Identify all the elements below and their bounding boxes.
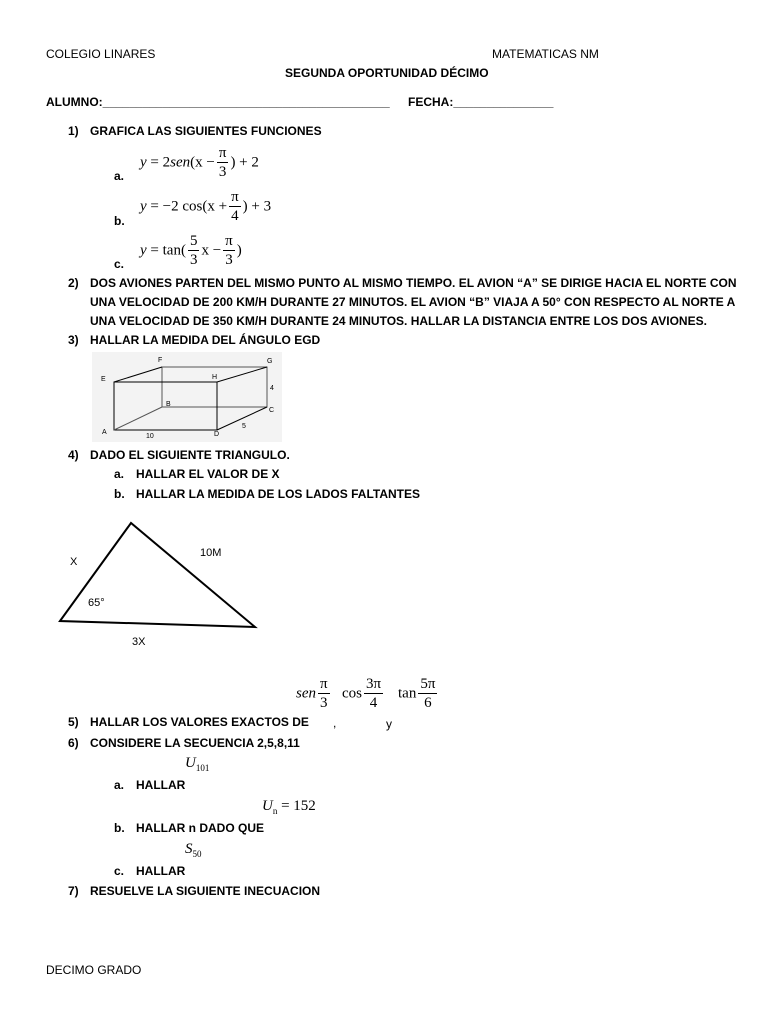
function-3: y = tan( $\frac{5}{3}$ x − $\frac{\pi}{3}$ ) <box>140 233 242 268</box>
q4-a-marker: a. <box>114 467 125 481</box>
triangle-angle: 65° <box>88 597 105 609</box>
q4-b-text: HALLAR LA MEDIDA DE LOS LADOS FALTANTES <box>136 487 420 501</box>
footer-text: DECIMO GRADO <box>46 963 142 977</box>
q6-number: 6) <box>68 736 79 750</box>
q3-text: HALLAR LA MEDIDA DEL ÁNGULO EGD <box>90 333 321 347</box>
sum-s50: $S_{50}$ <box>185 841 202 859</box>
term-un-equation: $U_n = 152$ <box>262 798 316 816</box>
q1-a-marker: a. <box>114 169 125 183</box>
q5-comma: , <box>333 716 337 730</box>
q2-line-1: DOS AVIONES PARTEN DEL MISMO PUNTO AL MISMO TIEMPO. EL AVION “A” SE DIRIGE HACIA EL NORTE CON <box>90 276 737 290</box>
label-c: C <box>269 407 275 414</box>
q5-and: y <box>386 717 392 731</box>
date-field: FECHA:_______________ <box>408 95 554 109</box>
triangle-side-hyp: 10M <box>200 547 222 559</box>
q2-line-3: UNA VELOCIDAD DE 350 KM/H DURANTE 24 MINUTOS. HALLAR LA DISTANCIA ENTRE LOS DOS AVIONES. <box>90 314 707 328</box>
triangle-side-x: X <box>70 556 78 568</box>
exact-value-tan: tan $\frac{5\pi}{6}$ <box>398 676 436 711</box>
label-f: F <box>158 357 163 364</box>
q7-number: 7) <box>68 884 79 898</box>
label-b: B <box>166 401 171 408</box>
triangle-side-base: 3X <box>132 636 146 648</box>
q1-c-marker: c. <box>114 257 125 271</box>
q1-b-marker: b. <box>114 214 125 228</box>
q6-b-marker: b. <box>114 821 125 835</box>
term-u101: $U_{101}$ <box>185 755 210 773</box>
label-d: D <box>214 431 220 438</box>
label-a: A <box>102 429 107 436</box>
function-1: y = 2sen(x − $\frac{\pi}{3}$ ) + 2 <box>140 145 259 180</box>
q6-c-text: HALLAR <box>136 864 186 878</box>
q6-text: CONSIDERE LA SECUENCIA 2,5,8,11 <box>90 736 300 750</box>
exact-value-sin: sen $\frac{\pi}{3}$ <box>296 676 328 711</box>
label-e: E <box>101 376 106 383</box>
subject-name: MATEMATICAS NM <box>492 47 599 61</box>
q6-a-marker: a. <box>114 778 125 792</box>
q1-text: GRAFICA LAS SIGUIENTES FUNCIONES <box>90 124 322 138</box>
q5-text: HALLAR LOS VALORES EXACTOS DE <box>90 715 309 729</box>
q4-number: 4) <box>68 448 79 462</box>
q4-a-text: HALLAR EL VALOR DE X <box>136 467 280 481</box>
q4-text: DADO EL SIGUIENTE TRIANGULO. <box>90 448 290 462</box>
q2-number: 2) <box>68 276 79 290</box>
q3-number: 3) <box>68 333 79 347</box>
q2-line-2: UNA VELOCIDAD DE 200 KM/H DURANTE 27 MINUTOS. EL AVION “B” VIAJA A 50° CON RESPECTO AL NORTE A <box>90 295 736 309</box>
school-name: COLEGIO LINARES <box>46 47 156 61</box>
label-height: 4 <box>270 385 274 392</box>
label-h: H <box>212 374 218 381</box>
q6-a-text: HALLAR <box>136 778 186 792</box>
q6-b-text: HALLAR n DADO QUE <box>136 821 264 835</box>
label-length: 10 <box>146 433 154 440</box>
student-field: ALUMNO:___________________________________________ <box>46 95 390 109</box>
page-title: SEGUNDA OPORTUNIDAD DÉCIMO <box>285 66 489 80</box>
function-2: y = −2 cos(x + $\frac{\pi}{4}$ ) + 3 <box>140 189 272 224</box>
triangle-figure <box>55 515 265 635</box>
q7-text: RESUELVE LA SIGUIENTE INECUACION <box>90 884 321 898</box>
q5-number: 5) <box>68 715 79 729</box>
label-g: G <box>267 358 273 365</box>
rectangular-prism-figure <box>92 352 282 442</box>
q6-c-marker: c. <box>114 864 125 878</box>
q4-b-marker: b. <box>114 487 125 501</box>
exact-value-cos: cos $\frac{3\pi}{4}$ <box>342 676 382 711</box>
label-width: 5 <box>242 423 246 430</box>
q1-number: 1) <box>68 124 79 138</box>
